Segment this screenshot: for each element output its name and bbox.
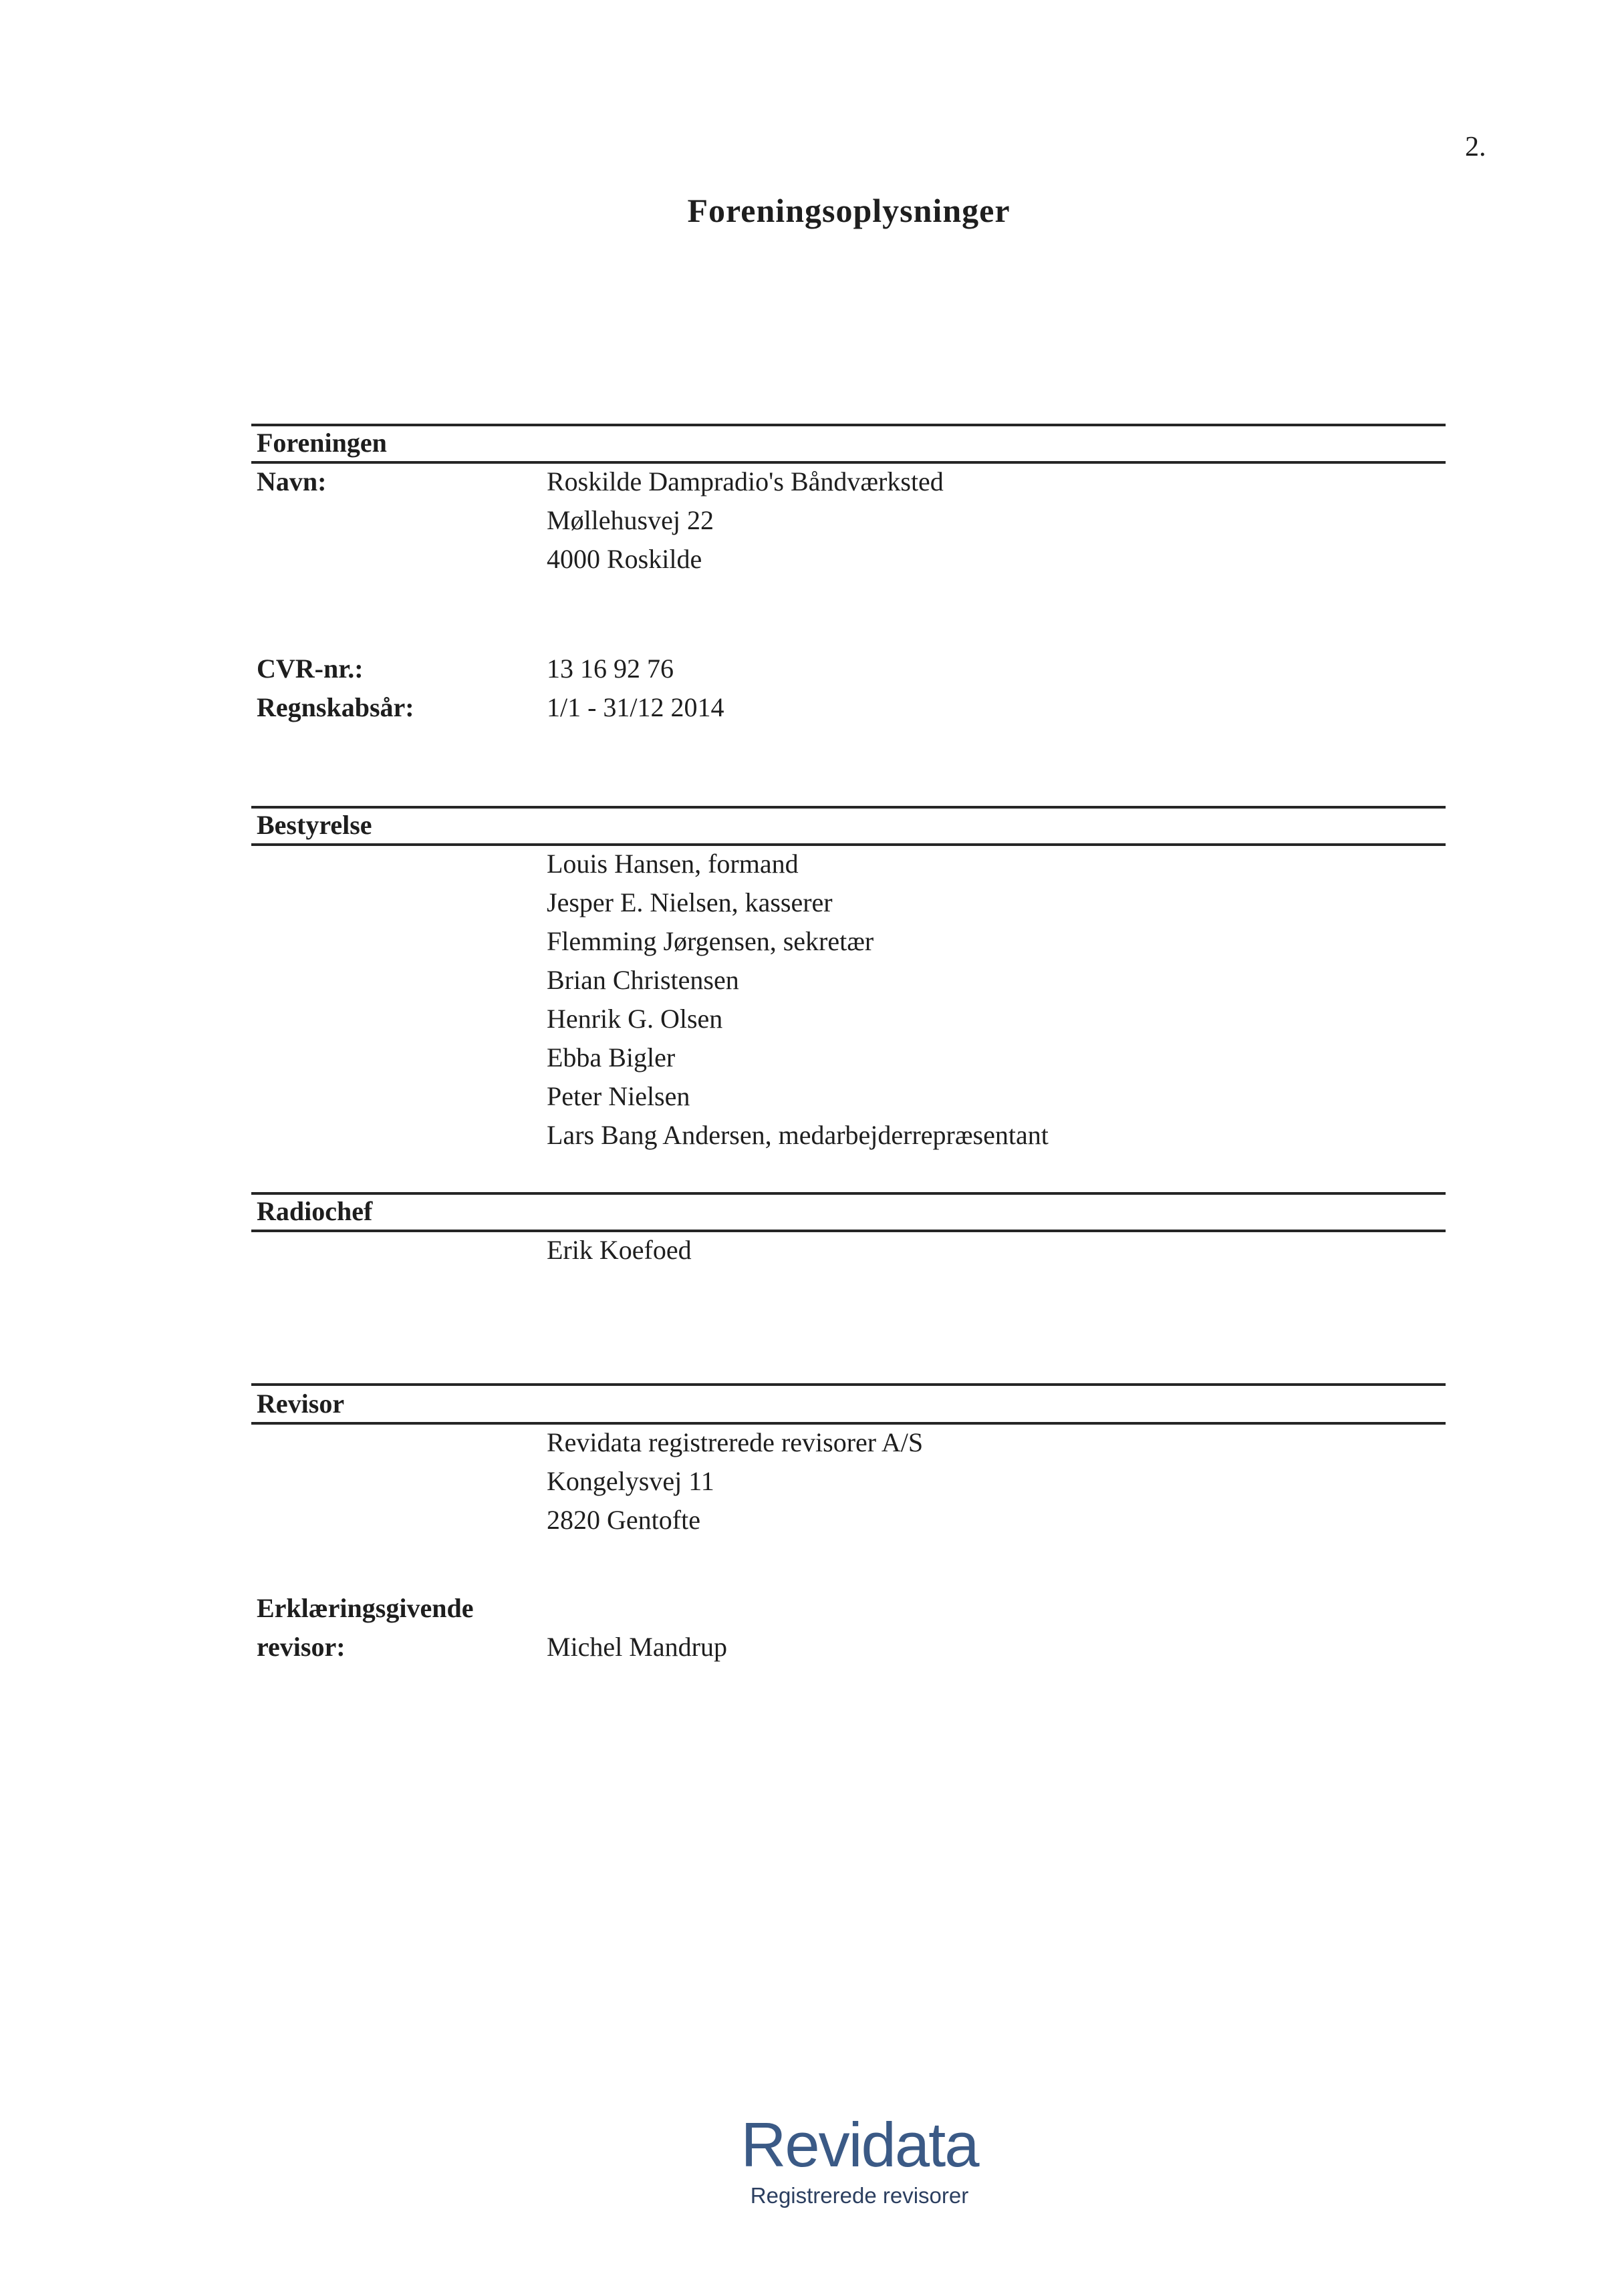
erklaering-value: Michel Mandrup (547, 1632, 727, 1662)
navn-line: 4000 Roskilde (547, 544, 702, 574)
section-heading-revisor: Revisor (257, 1389, 345, 1419)
bestyrelse-list (547, 845, 1049, 1155)
revisor-address (547, 1423, 923, 1540)
erklaering-label-line1: Erklæringsgivende (257, 1593, 474, 1623)
erklaering-label-line2: revisor: (257, 1632, 346, 1662)
board-member: Flemming Jørgensen, sekretær (547, 926, 874, 956)
page-title: Foreningsoplysninger (687, 192, 1011, 229)
section-rule-top (251, 424, 1446, 426)
cvr-label: CVR-nr.: (257, 654, 364, 684)
cvr-value: 13 16 92 76 (547, 654, 674, 684)
regnskabsaar-value: 1/1 - 31/12 2014 (547, 692, 724, 722)
revisor-line: Revidata registrerede revisorer A/S (547, 1427, 924, 1457)
page-number: 2. (1465, 132, 1486, 162)
revidata-logo (732, 2112, 986, 2209)
board-member: Louis Hansen, formand (547, 849, 799, 879)
section-rule-top (251, 806, 1446, 809)
board-member: Ebba Bigler (547, 1042, 676, 1072)
navn-label: Navn: (257, 466, 327, 496)
section-heading-foreningen: Foreningen (257, 428, 387, 458)
regnskabsaar-label: Regnskabsår: (257, 692, 414, 722)
section-heading-bestyrelse: Bestyrelse (257, 810, 372, 840)
board-member: Lars Bang Andersen, medarbejderrepræsentant (547, 1120, 1049, 1150)
revisor-line: 2820 Gentofte (547, 1505, 700, 1535)
section-rule-top (251, 1192, 1446, 1195)
section-rule-top (251, 1383, 1446, 1386)
logo-wordmark: Revidata (741, 2110, 978, 2180)
navn-line: Roskilde Dampradio's Båndværksted (547, 466, 944, 496)
logo-tagline: Registrerede revisorer (750, 2183, 969, 2208)
section-heading-radiochef: Radiochef (257, 1196, 373, 1226)
navn-line: Møllehusvej 22 (547, 505, 714, 535)
radiochef-name: Erik Koefoed (547, 1235, 692, 1265)
navn-value (547, 462, 944, 579)
board-member: Jesper E. Nielsen, kasserer (547, 887, 833, 917)
revisor-line: Kongelysvej 11 (547, 1466, 714, 1496)
board-member: Henrik G. Olsen (547, 1004, 723, 1034)
section-rule-bottom (251, 1230, 1446, 1232)
board-member: Brian Christensen (547, 965, 739, 995)
board-member: Peter Nielsen (547, 1081, 690, 1111)
